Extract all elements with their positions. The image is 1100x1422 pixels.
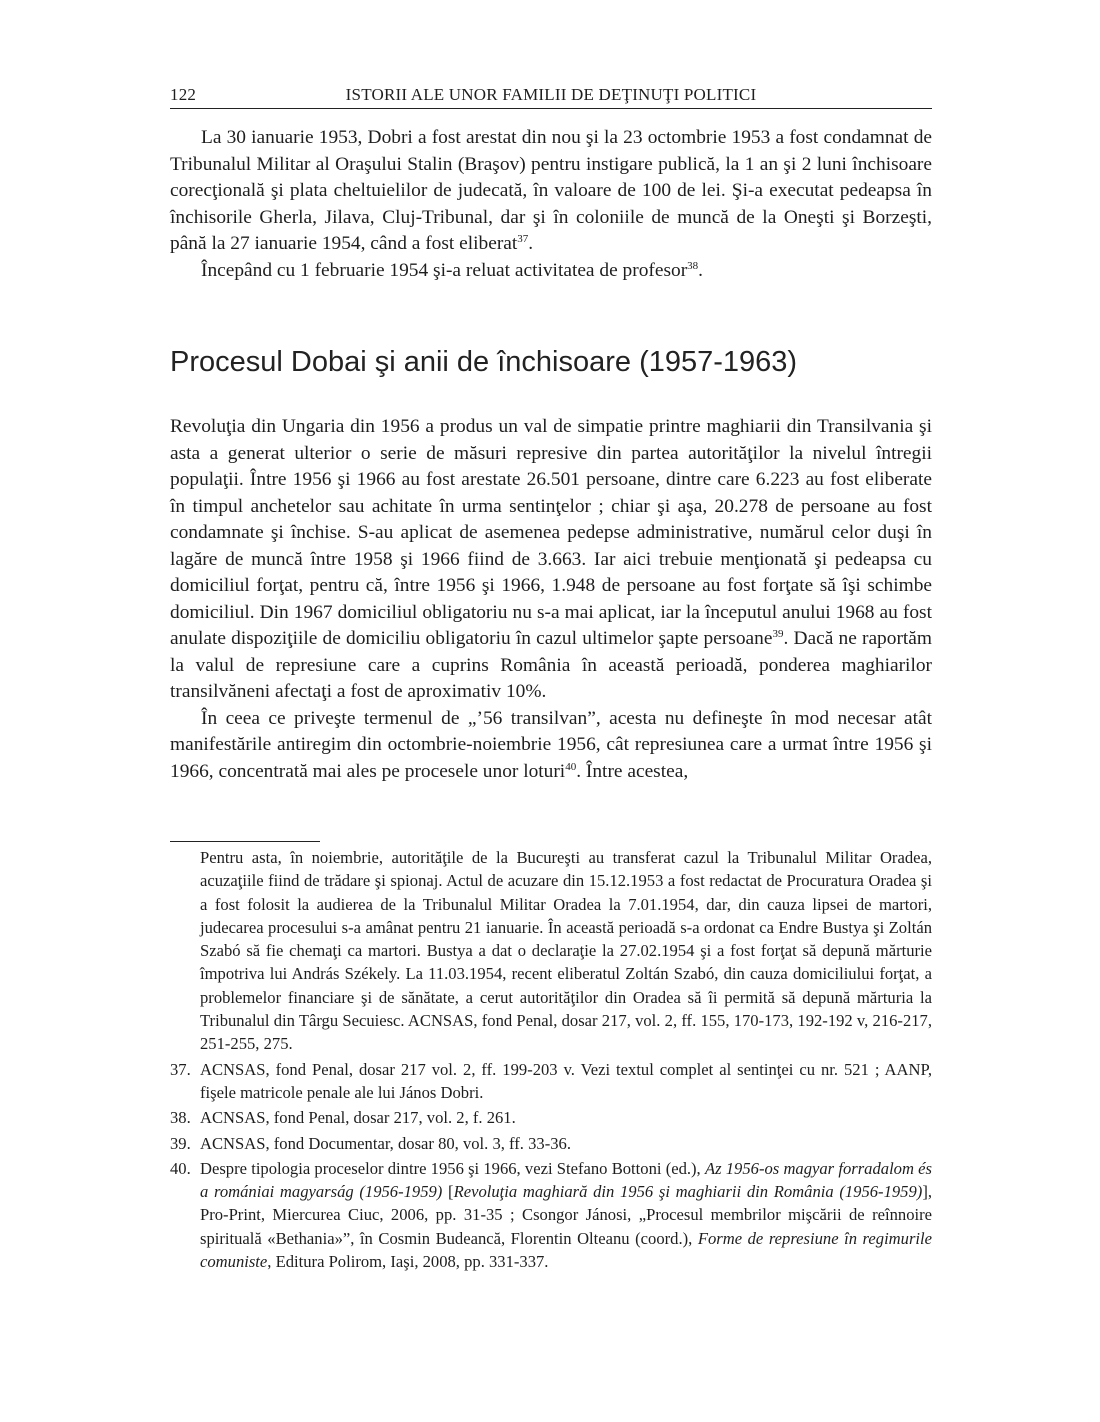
paragraph: Revoluţia din Ungaria din 1956 a produs un val de simpatie printre maghiarii din Transilvania şi asta a generat ulterior o serie de măsuri represive din partea autorităţilor la nivelul întregii populaţii. Între 1956 şi 1966 au fost arestate 26.501 persoane, dintre care 6.223 au fost eliberate în timpul anchetelor sau achitate în urma sentinţelor ; chiar şi aşa, 20.278 de persoane au fost condamnate şi închise. S-au aplicat de asemenea pedepse administrative, numărul celor duşi în lagăre de muncă între 1958 şi 1966 fiind de 3.663. Iar aici trebuie menţionată şi pedeapsa cu domiciliul forţat, pentru că, între 1956 şi 1966, 1.948 de persoane au fost forţate să îşi schimbe domiciliul. Din 1967 domiciliul obligatoriu nu s-a mai aplicat, iar la începutul anului 1968 au fost anulate dispoziţiile de domiciliu obligatoriu în cazul ultimelor şapte persoane$^{39}$. Dacă ne raportăm la valul de represiune care a cuprins România în această perioadă, ponderea maghiarilor transilvăneni afectaţi a fost de aproximativ 10%. — [170, 416, 932, 702]
footnote-number: 38. — [170, 1108, 191, 1128]
footnote-ref-37: 37 — [517, 233, 529, 245]
book-title: Az 1956-os magyar forradalom és a romániai magyarság (1956-1959) — [200, 1158, 932, 1202]
footnote-40: 40. Despre tipologia proceselor dintre 1956 şi 1966, vezi Stefano Bottoni (ed.), Az 1956-os magyar forradalom és a romániai magyarság (1956-1959) [Revoluţia maghiară din 1956 şi maghiarii din România (1956-1959)], Pro-Print, Miercurea Ciuc, 2006, pp. 31-35 ; Csongor Jánosi, „Procesul membrilor mişcării de reînnoire spirituală «Bethania»”, în Cosmin Budeancă, Florentin Olteanu (coord.), Forme de represiune în regimurile comuniste, Editura Polirom, Iaşi, 2008, pp. 331-337. — [170, 1158, 932, 1272]
footnote-continuation: Pentru asta, în noiembrie, autorităţile de la Bucureşti au transferat cazul la Tribunalul Militar Oradea, acuzaţiile fiind de trădare şi spionaj. Actul de acuzare din 15.12.1953 a fost redactat de Procuratura Oradea şi a fost folosit la audierea de la Tribunalul Militar Oradea la 7.01.1954, dar, din cauza lipsei de martori, judecarea procesului s-a amânat pentru 21 ianuarie. În această perioadă s-a ordonat ca Endre Bustya şi Zoltán Szabó să fie chemaţi ca martori. Bustya a dat o declaraţie la 27.02.1954 şi a fost forţat să depună mărturie împotriva lui András Székely. La 11.03.1954, recent eliberatul Zoltán Szabó, din cauza domiciliului forţat, a problemelor financiare şi de sănătate, a cerut autorităţilor din Oradea să îi permită să depună mărturia la Tribunalul din Târgu Secuiesc. ACNSAS, fond Penal, dosar 217, vol. 2, ff. 155, 170-173, 192-192 v, 216-217, 251-255, 275. — [200, 848, 932, 1054]
footnote-number: 37. — [170, 1059, 191, 1079]
page-header — [170, 83, 932, 109]
book-title: Forme de represiune în regimurile comuniste — [200, 1228, 932, 1272]
footnote-separator — [170, 841, 320, 842]
footnote-37: 37. ACNSAS, fond Penal, dosar 217 vol. 2, ff. 199-203 v. Vezi textul complet al sentinţei cu nr. 521 ; AANP, fişele matricole penale ale lui János Dobri. — [170, 1059, 932, 1102]
footnote-39: 39. ACNSAS, fond Documentar, dosar 80, vol. 3, ff. 33-36. — [170, 1132, 932, 1155]
intro-block — [170, 125, 932, 284]
footnote-ref-38: 38 — [687, 259, 699, 272]
footnote-ref-40: 40 — [565, 760, 577, 773]
footnote-number: 39. — [170, 1133, 191, 1153]
footnote-ref-39: 39 — [772, 628, 784, 640]
paragraph: Începând cu 1 februarie 1954 şi-a reluat activitatea de profesor$^{38}$. — [201, 259, 704, 281]
footnote-38: 38. ACNSAS, fond Penal, dosar 217, vol. 2, f. 261. — [170, 1106, 932, 1129]
footnotes — [170, 846, 932, 1275]
footnote-number: 40. — [170, 1158, 191, 1178]
page-number: 122 — [170, 85, 197, 104]
running-title: ISTORII ALE UNOR FAMILII DE DEŢINUŢI POLITICI — [345, 85, 757, 104]
translated-title: Revoluţia maghiară din 1956 şi maghiarii din România (1956-1959) — [453, 1182, 923, 1202]
header-rule — [170, 108, 932, 109]
section-heading: Procesul Dobai şi anii de închisoare (1957-1963) — [170, 346, 798, 378]
paragraph: În ceea ce priveşte termenul de „’56 transilvan”, acesta nu defineşte în mod necesar atât manifestările antiregim din octombrie-noiembrie 1956, cât represiunea care a urmat între 1956 şi 1966, concentrată mai ales pe procesele unor loturi$^{40}$. Între acestea, — [170, 707, 932, 782]
paragraph: La 30 ianuarie 1953, Dobri a fost arestat din nou şi la 23 octombrie 1953 a fost condamnat de Tribunalul Militar al Oraşului Stalin (Braşov) pentru instigare publică, la 1 an şi 2 luni închisoare corecţională şi plata cheltuielilor de judecată, în valoare de 100 de lei. Şi-a executat pedeapsa în închisorile Gherla, Jilava, Cluj-Tribunal, dar şi în coloniile de muncă de la Oneşti şi Borzeşti, până la 27 ianuarie 1954, când a fost eliberat$^{37}$. — [170, 127, 932, 254]
section-body — [170, 414, 932, 785]
